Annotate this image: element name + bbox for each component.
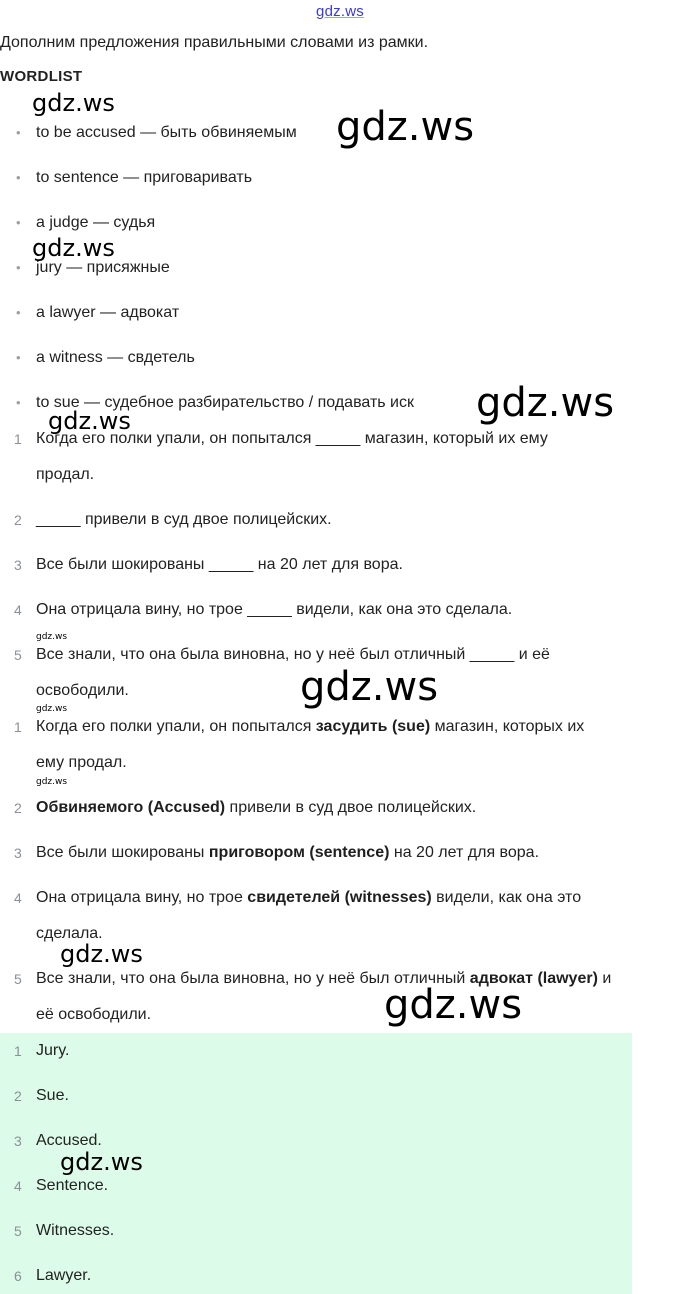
watermark: gdz.ws (384, 982, 523, 1028)
bullet-icon: • (16, 125, 21, 140)
watermark: gdz.ws (60, 940, 143, 968)
bullet-icon: • (16, 260, 21, 275)
watermark: gdz.ws (48, 407, 131, 435)
watermark: gdz.ws (36, 704, 68, 714)
watermark: gdz.ws (32, 234, 115, 262)
watermark: gdz.ws (60, 1148, 143, 1176)
answer-word: приговором (sentence) (208, 844, 390, 861)
site-link[interactable]: gdz.ws (316, 3, 364, 20)
bullet-icon: • (16, 305, 21, 320)
watermark: gdz.ws (32, 89, 115, 117)
answer-word: свидетелей (witnesses) (247, 889, 432, 906)
answer-word: адвокат (lawyer) (469, 970, 598, 987)
watermark: gdz.ws (36, 777, 68, 787)
instruction-text: Дополним предложения правильными словами из рамки. (0, 34, 429, 51)
answer-word: Обвиняемого (Accused) (36, 799, 226, 816)
bullet-icon: • (16, 395, 21, 410)
bullet-icon: • (16, 170, 21, 185)
bullet-icon: • (16, 215, 21, 230)
wordlist-heading: WORDLIST (0, 68, 83, 85)
watermark: gdz.ws (300, 664, 439, 710)
answer-word: засудить (sue) (315, 718, 431, 735)
bullet-icon: • (16, 350, 21, 365)
watermark: gdz.ws (336, 104, 475, 150)
watermark: gdz.ws (36, 632, 68, 642)
watermark: gdz.ws (476, 380, 615, 426)
